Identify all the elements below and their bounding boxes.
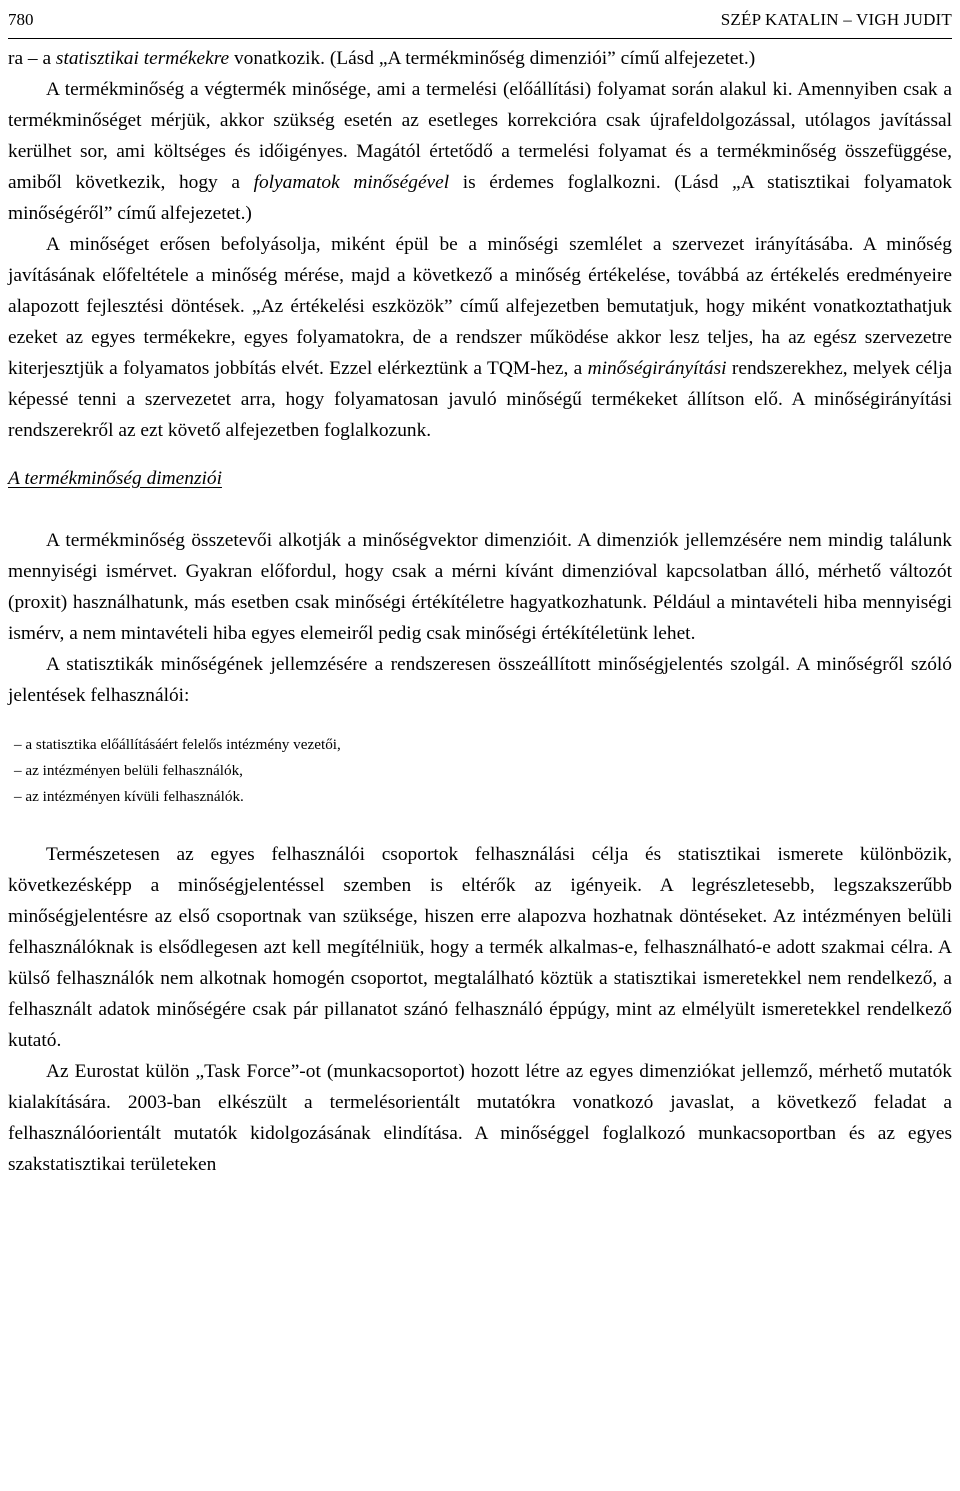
text-run: is érdemes foglalkozni. (Lásd „A statisztikai folyamatok minőségéről” című alfejezetet.)	[8, 172, 952, 224]
paragraph-product-quality	[8, 74, 952, 229]
text-run: A termékminőség a végtermék minősége, ami a termelési (előállítási) folyamat során alakul ki. Amennyiben csak a termékminőséget mérjük, akkor szükség esetén az esetleges korrekcióra csak újrafeldolgozással, utólagos javítással kerülhet sor, ami költséges és időigényes. Magától értetődő a termelési folyamat és a termékminőség összefüggése, amiből következik, hogy a	[8, 79, 952, 193]
text-run: ra – a	[8, 48, 56, 69]
list-item: – a statisztika előállításáért felelős intézmény vezetői,	[14, 732, 952, 758]
report-users-list	[8, 732, 952, 810]
list-item: – az intézményen belüli felhasználók,	[14, 758, 952, 784]
running-header-authors: SZÉP KATALIN – VIGH JUDIT	[720, 10, 952, 29]
paragraph-quality-report: A statisztikák minőségének jellemzésére a rendszeresen összeállított minőségjelentés szolgál. A minőségről szóló jelentések felhasználói:	[8, 654, 952, 706]
paragraph-dimensions: A termékminőség összetevői alkotják a minőségvektor dimenzióit. A dimenziók jellemzésére nem mindig találunk mennyiségi ismérvet. Gyakran előfordul, hogy csak a mérni kívánt dimenzióval kapcsolatban álló, mérhető változót (proxit) használhatunk, más esetben csak minőségi értékítéletre hagyatkozhatunk. Például a mintavételi hiba mennyiségi ismérv, a nem mintavételi hiba egyes elemeiről pedig csak minőségi értékítéletünk lehet.	[8, 530, 952, 644]
text-run: rendszerekhez, melyek célja képessé tenni a szervezetet arra, hogy folyamatosan javuló minőségű termékeket állítson elő. A minőségirányítási rendszerekről az ezt követő alfejezetben foglalkozunk.	[8, 358, 952, 441]
paragraph-user-groups: Természetesen az egyes felhasználói csoportok felhasználási célja és statisztikai ismerete különbözik, következésképp a minőségjelentéssel szemben is eltérők az igényeik. A legrészletesebb, legszakszerűbb minőségjelentésre az első csoportnak van szüksége, hiszen erre alapozva hozhatnak döntéseket. Az intézményen belüli felhasználóknak is elsődlegesen azt kell megítélniük, hogy a termék alkalmas-e, felhasználható-e adott szakmai célra. A külső felhasználók nem alkotnak homogén csoportot, megtalálható köztük a statisztikai ismeretekkel nem rendelkező, a felhasznált adatok minőségére csak pár pillanatot szánó felhasználó éppúgy, mint az elmélyült ismeretekkel rendelkező kutató.	[8, 844, 952, 1051]
paragraph-quality-management	[8, 229, 952, 446]
text-run: A minőséget erősen befolyásolja, miként épül be a minőségi szemlélet a szervezet irányításába. A minőség javításának előfeltétele a minőség mérése, majd a következő a minőség értékelése, továbbá az értékelés eredményeire alapozott fejlesztési döntések. „Az értékelési eszközök” című alfejezetben bemutatjuk, hogy miként vonatkoztathatjuk ezeket az egyes termékekre, egyes folyamatokra, de a rendszer működése akkor lesz teljes, ha az egész szervezetre kiterjesztjük a folyamatos jobbítás elvét. Ezzel elérkeztünk a TQM-hez, a	[8, 234, 952, 379]
page-body	[8, 40, 952, 1180]
italic-term: folyamatok minőségével	[253, 172, 450, 193]
running-header	[8, 0, 952, 39]
list-item: – az intézményen kívüli felhasználók.	[14, 784, 952, 810]
section-heading: A termékminőség dimenziói	[8, 468, 222, 489]
page-number: 780	[8, 10, 34, 29]
paragraph-continuation	[8, 43, 952, 74]
italic-term: minőségirányítási	[587, 358, 727, 379]
text-run: vonatkozik. (Lásd „A termékminőség dimenziói” című alfejezetet.)	[229, 48, 756, 69]
italic-term: statisztikai termékekre	[55, 48, 230, 69]
paragraph-eurostat: Az Eurostat külön „Task Force”-ot (munkacsoportot) hozott létre az egyes dimenziókat jellemző, mérhető mutatók kialakítására. 2003-ban elkészült a termelésorientált mutatókra vonatkozó javaslat, a következő feladat a felhasználóorientált mutatók kidolgozásának elindítása. A minőséggel foglalkozó munkacsoportban és az egyes szakstatisztikai területeken	[8, 1061, 952, 1175]
